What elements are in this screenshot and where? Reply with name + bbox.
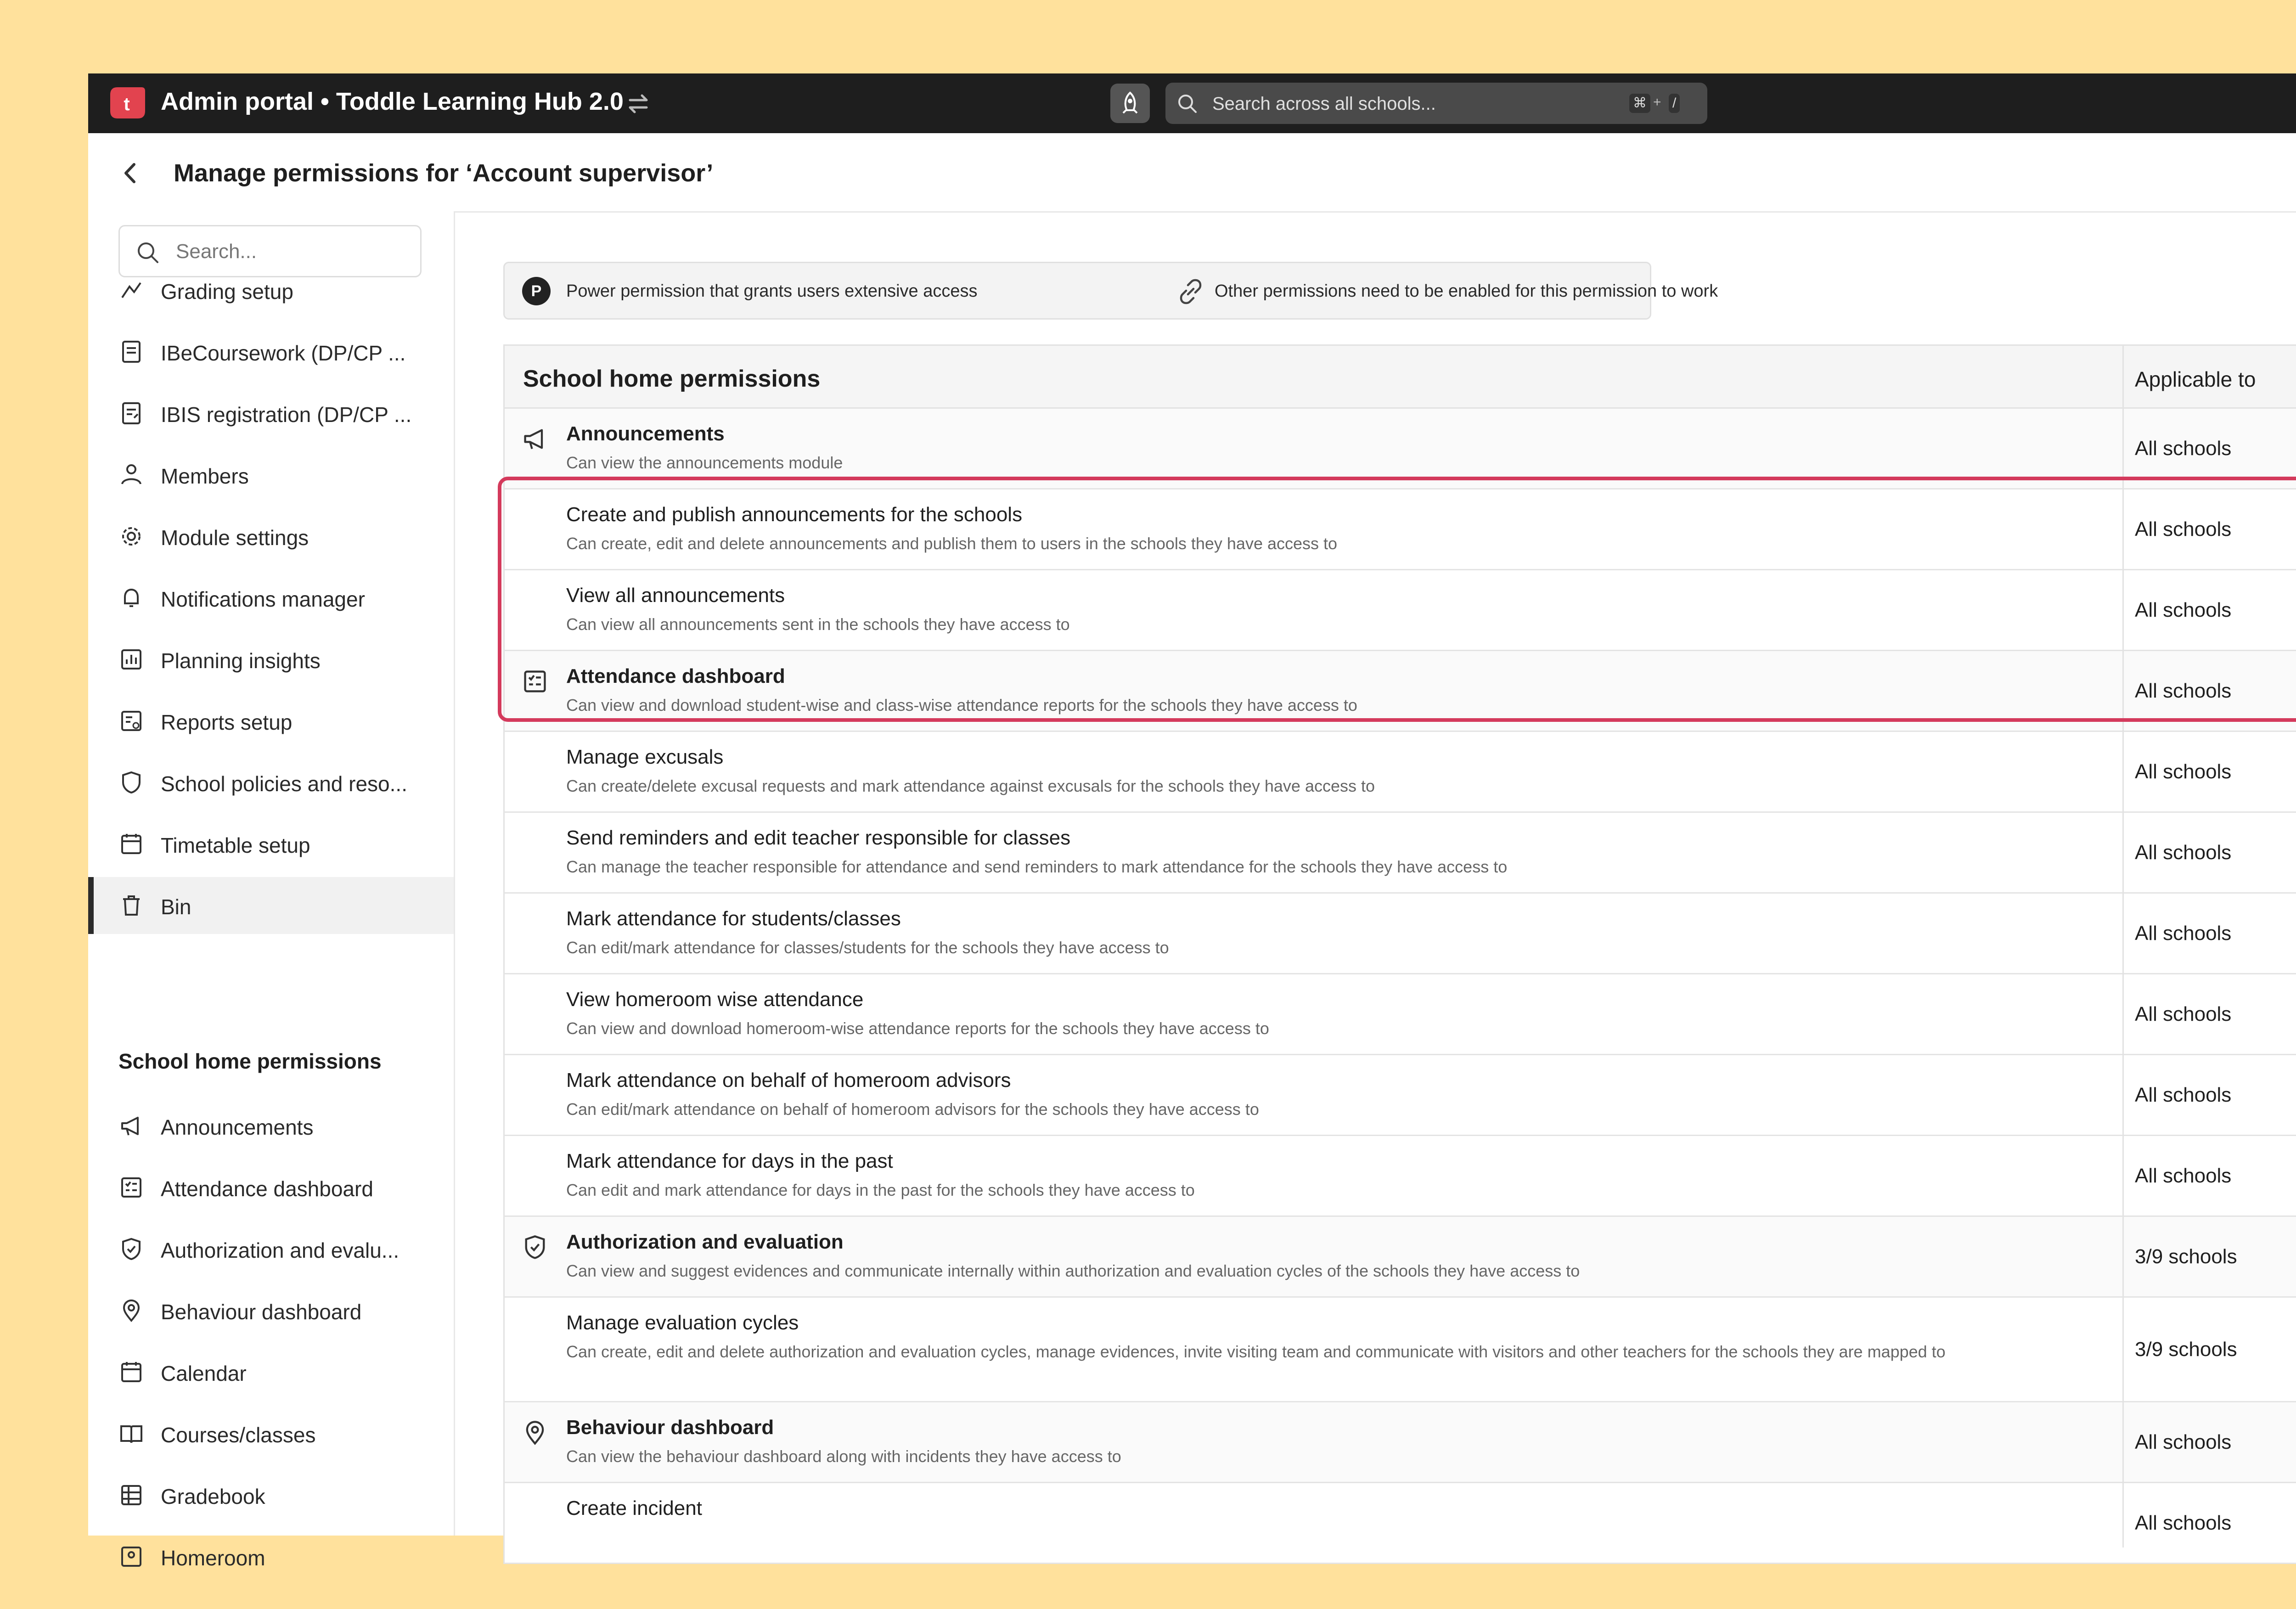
app-title: Admin portal • Toddle Learning Hub 2.0 bbox=[161, 88, 624, 115]
homeroom-icon bbox=[118, 1544, 144, 1570]
megaphone-icon bbox=[521, 425, 549, 453]
page-title: Manage permissions for ‘Account supervisor’ bbox=[174, 159, 714, 187]
sidebar-item-school-policies[interactable] bbox=[88, 754, 454, 811]
table-row bbox=[503, 1298, 2296, 1402]
power-permission-legend: Power permission that grants users extensive access bbox=[566, 281, 978, 301]
applicable-to: All schools bbox=[2135, 1084, 2232, 1106]
sidebar-item-label: Planning insights bbox=[161, 649, 321, 673]
applicable-to: All schools bbox=[2135, 1431, 2232, 1453]
applicable-to: All schools bbox=[2135, 680, 2232, 702]
applicable-to: All schools bbox=[2135, 922, 2232, 945]
sidebar bbox=[88, 211, 455, 1570]
sidebar-item-attendance-dashboard[interactable] bbox=[88, 1159, 454, 1216]
permission-title: Create and publish announcements for the schools bbox=[566, 503, 1023, 526]
sidebar-item-homeroom[interactable] bbox=[88, 1528, 454, 1585]
attendance-icon bbox=[118, 1175, 144, 1200]
table-header bbox=[503, 344, 2296, 409]
sidebar-item-label: Courses/classes bbox=[161, 1423, 316, 1447]
applicable-to: All schools bbox=[2135, 1165, 2232, 1187]
sidebar-item-label: Module settings bbox=[161, 526, 309, 550]
permission-title: View all announcements bbox=[566, 584, 785, 607]
sidebar-item-authorization[interactable] bbox=[88, 1221, 454, 1277]
column-divider bbox=[2122, 344, 2124, 1547]
applicable-to: All schools bbox=[2135, 1512, 2232, 1534]
applicable-to: 3/9 schools bbox=[2135, 1245, 2237, 1268]
sidebar-item-label: School policies and reso... bbox=[161, 772, 407, 796]
table-row bbox=[503, 651, 2296, 732]
sidebar-item-label: Members bbox=[161, 464, 249, 488]
column-header-applicable: Applicable to bbox=[2135, 367, 2256, 391]
bell-icon bbox=[118, 585, 144, 611]
sidebar-item-label: Notifications manager bbox=[161, 587, 365, 611]
sidebar-item-members[interactable] bbox=[88, 446, 454, 503]
sidebar-item-ibis-registration[interactable] bbox=[88, 385, 454, 442]
sidebar-item-announcements[interactable] bbox=[88, 1097, 454, 1154]
applicable-to: All schools bbox=[2135, 599, 2232, 621]
shield-check-icon bbox=[521, 1233, 549, 1261]
permission-description: Can view and download student-wise and class-wise attendance reports for the schools they have access to bbox=[566, 696, 1357, 714]
sidebar-item-label: Bin bbox=[161, 895, 191, 919]
page-header bbox=[88, 133, 2296, 213]
permission-title: Behaviour dashboard bbox=[566, 1416, 774, 1439]
sidebar-item-label: IBIS registration (DP/CP ... bbox=[161, 403, 412, 427]
table-title: School home permissions bbox=[523, 366, 821, 392]
permission-title: Mark attendance for students/classes bbox=[566, 907, 901, 930]
sidebar-item-planning-insights[interactable] bbox=[88, 631, 454, 688]
table-row bbox=[503, 570, 2296, 651]
table-row bbox=[503, 1217, 2296, 1298]
table-row bbox=[503, 409, 2296, 489]
chart-icon bbox=[118, 647, 144, 672]
applicable-to: All schools bbox=[2135, 841, 2232, 864]
location-pin-icon bbox=[521, 1419, 549, 1446]
switch-icon[interactable] bbox=[624, 89, 653, 118]
permission-description: Can create/delete excusal requests and mark attendance against excusals for the schools they have access to bbox=[566, 776, 1375, 795]
sidebar-item-label: Grading setup bbox=[161, 280, 293, 304]
permission-description: Can view and download homeroom-wise attendance reports for the schools they have access to bbox=[566, 1019, 1269, 1038]
megaphone-icon bbox=[118, 1113, 144, 1139]
sidebar-item-label: Behaviour dashboard bbox=[161, 1300, 362, 1324]
sidebar-item-label: Timetable setup bbox=[161, 833, 310, 857]
rocket-icon bbox=[1119, 91, 1142, 116]
sidebar-item-label: Calendar bbox=[161, 1361, 247, 1385]
dependency-legend: Other permissions need to be enabled for this permission to work bbox=[1215, 281, 1718, 301]
applicable-to: All schools bbox=[2135, 437, 2232, 460]
calendar-icon bbox=[118, 1359, 144, 1385]
permissions-table bbox=[503, 344, 2296, 1547]
location-pin-icon bbox=[118, 1298, 144, 1323]
rocket-button[interactable] bbox=[1110, 84, 1150, 123]
table-row bbox=[503, 1136, 2296, 1217]
table-row bbox=[503, 974, 2296, 1055]
toddle-logo[interactable] bbox=[108, 84, 147, 122]
svg-text:t: t bbox=[124, 94, 130, 114]
permission-title: Mark attendance on behalf of homeroom advisors bbox=[566, 1069, 1011, 1091]
permission-description: Can edit/mark attendance for classes/students for the schools they have access to bbox=[566, 938, 1169, 957]
attendance-icon bbox=[521, 668, 549, 695]
registration-icon bbox=[118, 400, 144, 426]
sidebar-item-notifications-manager[interactable] bbox=[88, 569, 454, 626]
search-icon bbox=[135, 240, 160, 265]
permission-title: Manage evaluation cycles bbox=[566, 1311, 799, 1334]
table-row bbox=[503, 894, 2296, 974]
main-content bbox=[454, 211, 2296, 1536]
sidebar-item-label: Announcements bbox=[161, 1115, 314, 1139]
permission-title: Send reminders and edit teacher responsible for classes bbox=[566, 827, 1071, 849]
sidebar-item-label: Homeroom bbox=[161, 1546, 265, 1570]
permission-title: View homeroom wise attendance bbox=[566, 988, 864, 1011]
table-row bbox=[503, 813, 2296, 894]
sidebar-item-timetable-setup[interactable] bbox=[88, 816, 454, 872]
permission-description: Can view all announcements sent in the schools they have access to bbox=[566, 615, 1070, 634]
permission-title: Mark attendance for days in the past bbox=[566, 1150, 893, 1172]
search-icon bbox=[1176, 93, 1199, 115]
trash-icon bbox=[118, 893, 144, 918]
coursework-icon bbox=[118, 339, 144, 365]
sidebar-section-title: School home permissions bbox=[118, 1049, 382, 1073]
legend-box bbox=[503, 262, 1718, 320]
global-search-box[interactable] bbox=[1165, 83, 1707, 124]
permission-title: Create incident bbox=[566, 1497, 702, 1519]
permission-description: Can view the behaviour dashboard along with incidents they have access to bbox=[566, 1447, 1121, 1466]
sidebar-item-behaviour-dashboard[interactable] bbox=[88, 1282, 454, 1339]
top-bar bbox=[88, 73, 2296, 133]
gear-icon bbox=[118, 523, 144, 549]
table-row bbox=[503, 1055, 2296, 1136]
sidebar-item-ibecoursework[interactable] bbox=[88, 323, 454, 380]
permission-description: Can view and suggest evidences and communicate internally within authorization and evaluation cycles of the schools they have access to bbox=[566, 1261, 1580, 1280]
permission-title: Attendance dashboard bbox=[566, 665, 785, 687]
sidebar-item-label: Attendance dashboard bbox=[161, 1177, 373, 1201]
permission-description: Can view the announcements module bbox=[566, 453, 843, 472]
permission-description: Can edit/mark attendance on behalf of homeroom advisors for the schools they have access to bbox=[566, 1100, 1259, 1119]
sidebar-item-bin[interactable] bbox=[88, 877, 454, 934]
reports-icon bbox=[118, 708, 144, 734]
permission-description: Can create, edit and delete announcements and publish them to users in the schools they have access to bbox=[566, 534, 1338, 553]
sidebar-item-grading-setup[interactable] bbox=[88, 262, 454, 319]
table-row bbox=[503, 732, 2296, 813]
permission-title: Authorization and evaluation bbox=[566, 1231, 844, 1253]
link-icon bbox=[1176, 277, 1205, 306]
sidebar-item-courses-classes[interactable] bbox=[88, 1405, 454, 1462]
applicable-to: All schools bbox=[2135, 518, 2232, 540]
permission-title: Manage excusals bbox=[566, 746, 724, 768]
grid-icon bbox=[118, 1482, 144, 1508]
permission-title: Announcements bbox=[566, 422, 725, 445]
global-search-input[interactable] bbox=[1211, 90, 1562, 118]
sidebar-item-calendar[interactable] bbox=[88, 1344, 454, 1401]
table-row bbox=[503, 489, 2296, 570]
sidebar-item-label: Reports setup bbox=[161, 710, 293, 734]
grading-icon bbox=[118, 277, 144, 303]
applicable-to: All schools bbox=[2135, 760, 2232, 783]
sidebar-item-label: IBeCoursework (DP/CP ... bbox=[161, 341, 406, 365]
sidebar-item-reports-setup[interactable] bbox=[88, 692, 454, 749]
sidebar-item-gradebook[interactable] bbox=[88, 1467, 454, 1524]
sidebar-item-module-settings[interactable] bbox=[88, 508, 454, 565]
book-icon bbox=[118, 1421, 144, 1446]
app-window bbox=[88, 73, 2296, 1570]
shortcut-plus: + bbox=[1653, 95, 1661, 110]
shield-check-icon bbox=[118, 1236, 144, 1262]
permission-description: Can edit and mark attendance for days in the past for the schools they have access to bbox=[566, 1181, 1195, 1199]
back-arrow-icon[interactable] bbox=[115, 157, 147, 189]
power-permission-badge: P bbox=[522, 277, 551, 305]
members-icon bbox=[118, 462, 144, 488]
shortcut-key-cmd: ⌘ bbox=[1629, 94, 1650, 113]
applicable-to: All schools bbox=[2135, 1003, 2232, 1025]
permission-description: Can create, edit and delete authorization and evaluation cycles, manage evidences, invite visiting team and communicate with visitors and other teachers for the schools they are mapped to bbox=[566, 1342, 1946, 1361]
sidebar-item-label: Authorization and evalu... bbox=[161, 1238, 400, 1262]
permission-description: Can manage the teacher responsible for attendance and send reminders to mark attendance for the schools they have access to bbox=[566, 857, 1508, 876]
table-row bbox=[503, 1402, 2296, 1483]
shield-icon bbox=[118, 770, 144, 795]
shortcut-key-slash: / bbox=[1669, 94, 1680, 113]
calendar-icon bbox=[118, 831, 144, 857]
table-row bbox=[503, 1483, 2296, 1564]
applicable-to: 3/9 schools bbox=[2135, 1338, 2237, 1361]
sidebar-item-label: Gradebook bbox=[161, 1485, 265, 1508]
